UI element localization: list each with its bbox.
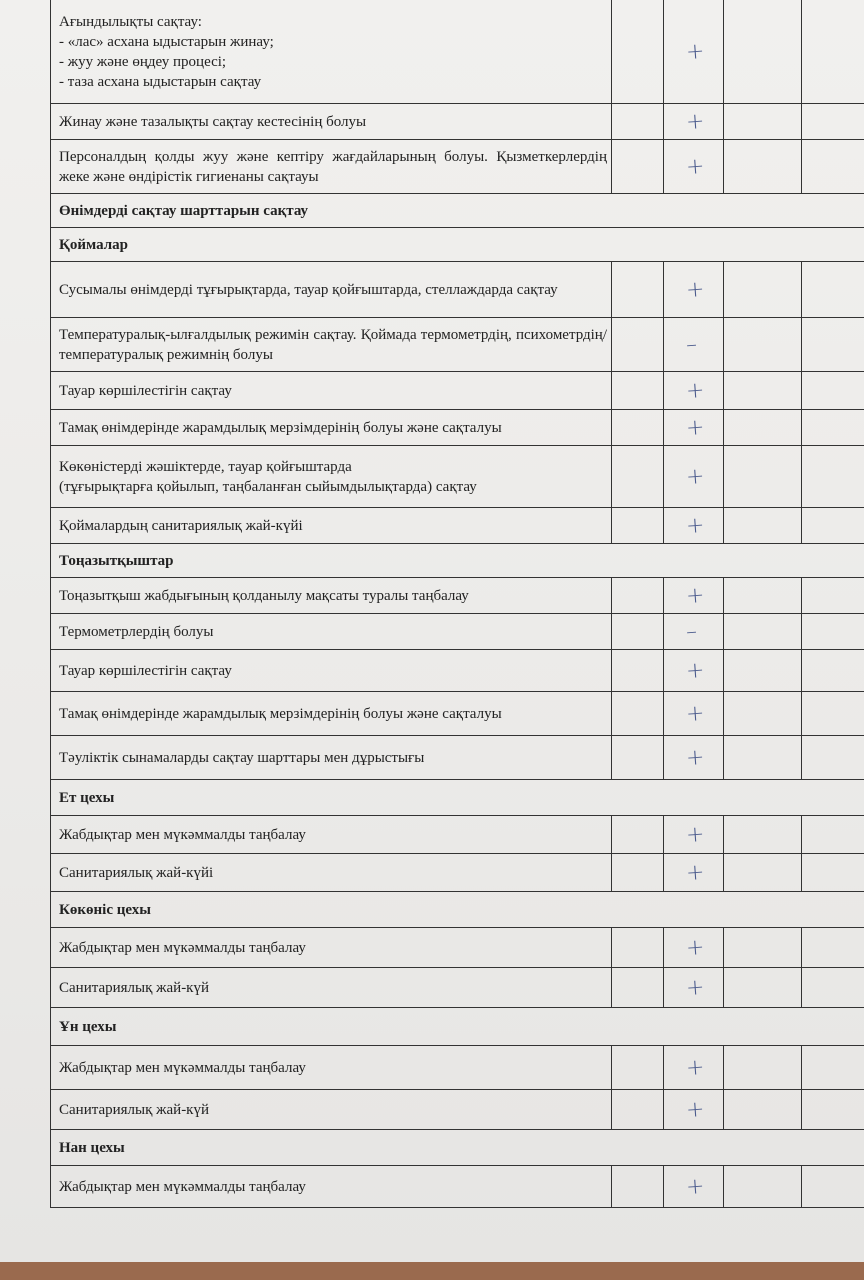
handwritten-mark: + (685, 700, 706, 727)
text-line: Сусымалы өнімдерді тұғырықтарда, тауар қойғыштарда, стеллаждарда сақтау (59, 281, 558, 298)
column-divider (723, 854, 724, 891)
column-divider (663, 1166, 664, 1207)
text-line: Жабдықтар мен мүкәммалды таңбалау (59, 1059, 306, 1076)
column-divider (723, 508, 724, 543)
column-divider (723, 928, 724, 967)
text-line: Тоңазытқыш жабдығының қолданылу мақсаты туралы таңбалау (59, 587, 469, 604)
column-divider (663, 614, 664, 649)
criterion-text (59, 457, 607, 497)
column-divider (723, 736, 724, 779)
column-divider (801, 1090, 802, 1129)
text-line: Тауар көршілестігін сақтау (59, 382, 232, 399)
column-divider (663, 372, 664, 409)
text-line: Санитариялық жай-күйі (59, 864, 214, 881)
table-row (50, 140, 864, 194)
section-title (59, 788, 619, 808)
criterion-text (59, 516, 607, 536)
column-divider (723, 372, 724, 409)
column-divider (801, 928, 802, 967)
text-line: Санитариялық жай-күй (59, 1101, 209, 1118)
text-line: Тәуліктік сынамаларды сақтау шарттары мен дұрыстығы (59, 749, 425, 766)
table-row (50, 816, 864, 854)
table-row (50, 614, 864, 650)
criterion-text (59, 586, 607, 606)
column-divider (801, 104, 802, 139)
column-divider (663, 104, 664, 139)
column-divider (723, 0, 724, 103)
criterion-text (59, 938, 607, 958)
handwritten-mark: + (685, 414, 706, 441)
handwritten-mark: + (685, 657, 706, 684)
column-divider (723, 318, 724, 371)
criterion-text (59, 622, 607, 642)
column-divider (723, 446, 724, 507)
section-header-row (50, 194, 864, 228)
column-divider (663, 0, 664, 103)
handwritten-mark: + (685, 1173, 706, 1200)
table-row (50, 968, 864, 1008)
handwritten-mark: + (685, 974, 706, 1001)
handwritten-mark: + (685, 744, 706, 771)
column-divider (611, 650, 612, 691)
column-divider (611, 446, 612, 507)
column-divider (663, 854, 664, 891)
column-divider (663, 928, 664, 967)
column-divider (723, 104, 724, 139)
column-divider (801, 318, 802, 371)
column-divider (801, 0, 802, 103)
table-row (50, 692, 864, 736)
table-row (50, 446, 864, 508)
column-divider (611, 0, 612, 103)
handwritten-mark: – (685, 331, 698, 358)
handwritten-mark: + (685, 934, 706, 961)
column-divider (723, 1090, 724, 1129)
column-divider (801, 650, 802, 691)
section-header-row (50, 892, 864, 928)
text-line: Жинау және тазалықты сақтау кестесінің болуы (59, 113, 367, 130)
table-row (50, 650, 864, 692)
column-divider (611, 854, 612, 891)
column-divider (611, 968, 612, 1007)
handwritten-mark: + (685, 1054, 706, 1081)
column-divider (723, 410, 724, 445)
handwritten-mark: + (685, 1096, 706, 1123)
criterion-text (59, 12, 607, 92)
criterion-text (59, 418, 607, 438)
column-divider (801, 578, 802, 613)
text-line: - таза асхана ыдыстарын сақтау (59, 73, 262, 90)
column-divider (723, 1166, 724, 1207)
column-divider (723, 578, 724, 613)
column-divider (801, 262, 802, 317)
text-line: Көкөніс цехы (59, 901, 151, 918)
text-line: Қоймалардың санитариялық жай-күйі (59, 517, 303, 534)
handwritten-mark: + (685, 153, 706, 180)
criterion-text (59, 1058, 607, 1078)
column-divider (663, 446, 664, 507)
column-divider (611, 104, 612, 139)
column-divider (611, 692, 612, 735)
column-divider (801, 692, 802, 735)
text-line: - жуу және өңдеу процесі; (59, 53, 227, 70)
handwritten-mark: + (685, 108, 706, 135)
column-divider (663, 968, 664, 1007)
text-line: Ағындылықты сақтау: (59, 13, 202, 30)
table-row (50, 1046, 864, 1090)
column-divider (801, 140, 802, 193)
handwritten-mark: + (685, 582, 706, 609)
section-header-row (50, 1008, 864, 1046)
column-divider (663, 650, 664, 691)
column-divider (801, 1046, 802, 1089)
checklist-table (50, 0, 864, 1208)
text-line: - «лас» асхана ыдыстарын жинау; (59, 33, 274, 50)
column-divider (723, 140, 724, 193)
criterion-text (59, 280, 607, 300)
section-title (59, 235, 619, 255)
text-line: Ет цехы (59, 789, 115, 806)
handwritten-mark: + (685, 512, 706, 539)
column-divider (801, 1166, 802, 1207)
column-divider (663, 1090, 664, 1129)
column-divider (611, 508, 612, 543)
column-divider (663, 508, 664, 543)
column-divider (611, 614, 612, 649)
section-header-row (50, 228, 864, 262)
table-row (50, 410, 864, 446)
table-row (50, 1090, 864, 1130)
column-divider (801, 446, 802, 507)
section-header-row (50, 780, 864, 816)
table-row (50, 508, 864, 544)
column-divider (663, 692, 664, 735)
column-divider (723, 692, 724, 735)
section-title (59, 1017, 619, 1037)
column-divider (801, 372, 802, 409)
column-divider (663, 736, 664, 779)
text-line: Тоңазытқыштар (59, 552, 174, 569)
text-line: Ұн цехы (59, 1018, 117, 1035)
column-divider (663, 816, 664, 853)
column-divider (611, 318, 612, 371)
criterion-text (59, 325, 607, 365)
column-divider (801, 508, 802, 543)
section-title (59, 1138, 619, 1158)
criterion-text (59, 1100, 607, 1120)
column-divider (663, 1046, 664, 1089)
criterion-text (59, 1177, 607, 1197)
table-row (50, 262, 864, 318)
table-row (50, 1166, 864, 1208)
column-divider (801, 816, 802, 853)
handwritten-mark: + (685, 463, 706, 490)
section-title (59, 900, 619, 920)
criterion-text (59, 748, 607, 768)
text-line: (тұғырықтарға қойылып, таңбаланған сыйымдылықтарда) сақтау (59, 478, 477, 495)
column-divider (801, 968, 802, 1007)
handwritten-mark: + (685, 38, 706, 65)
column-divider (611, 928, 612, 967)
criterion-text (59, 825, 607, 845)
column-divider (723, 650, 724, 691)
column-divider (723, 262, 724, 317)
column-divider (663, 262, 664, 317)
column-divider (611, 1046, 612, 1089)
text-line: Жабдықтар мен мүкәммалды таңбалау (59, 826, 306, 843)
table-row (50, 578, 864, 614)
table-row (50, 928, 864, 968)
section-title (59, 551, 619, 571)
section-title (59, 201, 619, 221)
handwritten-mark: + (685, 821, 706, 848)
column-divider (723, 968, 724, 1007)
text-line: Жабдықтар мен мүкәммалды таңбалау (59, 939, 306, 956)
text-line: Нан цехы (59, 1139, 125, 1156)
criterion-text (59, 112, 607, 132)
handwritten-mark: + (685, 276, 706, 303)
column-divider (611, 736, 612, 779)
column-divider (663, 410, 664, 445)
text-line: Санитариялық жай-күй (59, 979, 209, 996)
criterion-text (59, 978, 607, 998)
text-line: Тамақ өнімдерінде жарамдылық мерзімдерінің болуы және сақталуы (59, 419, 502, 436)
text-line: Температуралық-ылғалдылық режимін сақтау. Қоймада термометрдің, психометрдің/температуралық режимнің болуы (59, 326, 607, 363)
text-line: Тауар көршілестігін сақтау (59, 662, 232, 679)
section-header-row (50, 1130, 864, 1166)
table-row (50, 854, 864, 892)
criterion-text (59, 863, 607, 883)
criterion-text (59, 147, 607, 187)
column-divider (611, 816, 612, 853)
column-divider (611, 1166, 612, 1207)
text-line: Термометрлердің болуы (59, 623, 214, 640)
text-line: Өнімдерді сақтау шарттарын сақтау (59, 202, 309, 219)
column-divider (801, 614, 802, 649)
table-row (50, 372, 864, 410)
column-divider (611, 1090, 612, 1129)
criterion-text (59, 381, 607, 401)
text-line: Персоналдың қолды жуу және кептіру жағдайларының болуы. Қызметкерлердің жеке және өндірістік гигиенаны сақтауы (59, 148, 607, 185)
column-divider (723, 614, 724, 649)
criterion-text (59, 661, 607, 681)
column-divider (663, 140, 664, 193)
column-divider (611, 140, 612, 193)
column-divider (611, 372, 612, 409)
text-line: Тамақ өнімдерінде жарамдылық мерзімдерінің болуы және сақталуы (59, 705, 502, 722)
text-line: Жабдықтар мен мүкәммалды таңбалау (59, 1178, 306, 1195)
column-divider (723, 816, 724, 853)
text-line: Көкөністерді жәшіктерде, тауар қойғыштарда (59, 458, 352, 475)
table-row (50, 104, 864, 140)
column-divider (723, 1046, 724, 1089)
column-divider (663, 578, 664, 613)
table-row (50, 736, 864, 780)
column-divider (611, 578, 612, 613)
text-line: Қоймалар (59, 236, 129, 253)
handwritten-mark: + (685, 859, 706, 886)
criterion-text (59, 704, 607, 724)
column-divider (801, 854, 802, 891)
column-divider (611, 262, 612, 317)
handwritten-mark: – (685, 618, 698, 645)
table-row (50, 0, 864, 104)
column-divider (663, 318, 664, 371)
section-header-row (50, 544, 864, 578)
column-divider (801, 736, 802, 779)
column-divider (801, 410, 802, 445)
table-row (50, 318, 864, 372)
column-divider (611, 410, 612, 445)
handwritten-mark: + (685, 377, 706, 404)
